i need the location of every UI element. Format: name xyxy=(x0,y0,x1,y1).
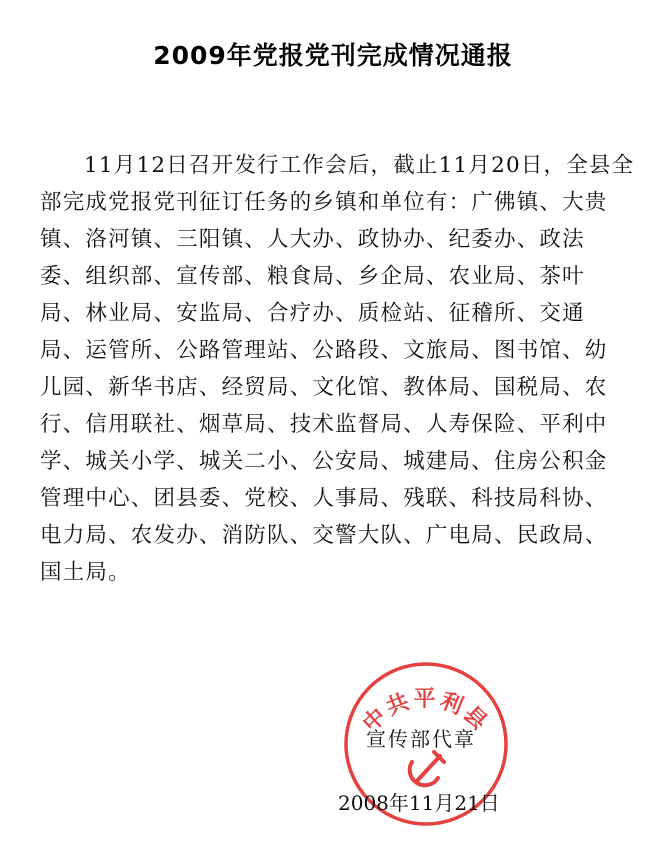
body-line: 部完成党报党刊征订任务的乡镇和单位有：广佛镇、大贵 xyxy=(40,190,608,215)
body-line: 委、组织部、宣传部、粮食局、乡企局、农业局、茶叶 xyxy=(40,264,585,289)
body-line: 学、城关小学、城关二小、公安局、城建局、住房公积金 xyxy=(40,449,608,474)
document-body xyxy=(40,147,650,591)
seal-arc-text: 中共平利县 xyxy=(358,687,494,738)
body-line: 电力局、农发办、消防队、交警大队、广电局、民政局、 xyxy=(40,523,608,548)
body-line: 局、林业局、安监局、合疗办、质检站、征稽所、交通 xyxy=(40,301,585,326)
body-line: 局、运管所、公路管理站、公路段、文旅局、图书馆、幼 xyxy=(40,338,608,363)
body-line: 国土局。 xyxy=(40,560,131,585)
body-line: 镇、洛河镇、三阳镇、人大办、政协办、纪委办、政法 xyxy=(40,227,585,252)
document-date: 2008年11月21日 xyxy=(338,791,500,815)
body-line: 行、信用联社、烟草局、技术监督局、人寿保险、平利中 xyxy=(40,412,608,437)
body-line: 11月12日召开发行工作会后，截止11月20日，全县全 xyxy=(84,153,635,178)
body-line: 儿园、新华书店、经贸局、文化馆、教体局、国税局、农 xyxy=(40,375,608,400)
hammer-sickle-icon xyxy=(410,752,444,785)
document-title: 2009年党报党刊完成情况通报 xyxy=(153,41,513,70)
body-line: 管理中心、团县委、党校、人事局、残联、科技局科协、 xyxy=(40,486,608,511)
signer-label: 宣传部代章 xyxy=(366,727,476,751)
